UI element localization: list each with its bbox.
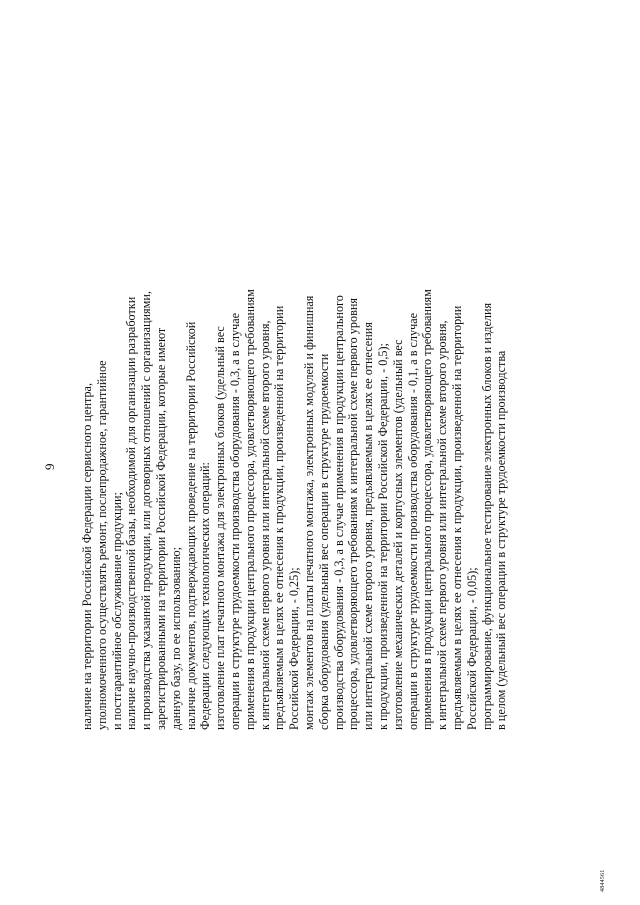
- page-number: 9: [42, 463, 57, 470]
- text-line: применения в продукции центрального процессора, удовлетворяющего требованиям: [420, 289, 435, 730]
- text-line: предъявляемым в целях ее отнесения к продукции, произведенной на территории: [272, 305, 287, 730]
- text-line: Российской Федерации, - 0,05);: [464, 567, 479, 730]
- text-line: применения в продукции центрального процессора, удовлетворяющего требованиям: [242, 289, 257, 730]
- text-line: операции в структуре трудоемкости производства оборудования - 0,3, а в случае: [227, 312, 242, 730]
- text-line: сборка оборудования (удельный вес операции в структуре трудоемкости: [316, 353, 331, 730]
- text-line: предъявляемым в целях ее отнесения к продукции, произведенной на территории: [449, 305, 464, 730]
- text-line: Федерации следующих технологических операций:: [198, 462, 213, 730]
- text-line: к интегральной схеме первого уровня или интегральной схеме второго уровня,: [435, 320, 450, 730]
- text-line: данную базу, по ее использованию;: [168, 547, 183, 730]
- text-line: изготовление плат печатного монтажа для электронных блоков (удельный вес: [213, 326, 228, 730]
- text-line: наличие научно-производственной базы, необходимой для организации разработки: [124, 296, 139, 730]
- document-text: [80, 10, 509, 730]
- text-line: или интегральной схеме второго уровня, предъявляемым в целях ее отнесения: [361, 322, 376, 730]
- text-line: наличие на территории Российской Федерации сервисного центра,: [80, 382, 94, 730]
- text-line: производства оборудования - 0,3, а в случае применения в продукции центрального: [331, 295, 346, 730]
- text-line: программирование, функциональное тестирование электронных блоков и изделия: [479, 302, 494, 730]
- text-line: процессора, удовлетворяющего требованиям к интегральной схеме первого уровня: [346, 298, 361, 730]
- text-line: операции в структуре трудоемкости производства оборудования - 0,1, а в случае: [405, 312, 420, 730]
- text-line: монтаж элементов на платы печатного монтажа, электронных модулей и финишная: [301, 295, 316, 730]
- text-line: и производства указанной продукции, или договорных отношений с организациями,: [139, 291, 154, 730]
- text-line: изготовление механических деталей и корпусных элементов (удельный вес: [390, 339, 405, 730]
- text-line: Российской Федерации, - 0,25);: [287, 567, 302, 730]
- text-line: к продукции, произведенной на территории Российской Федерации, - 0,5);: [375, 343, 390, 730]
- text-line: наличие документов, подтверждающих проведение на территории Российской: [183, 321, 198, 730]
- text-line: зарегистрированными на территории Российской Федерации, которые имеют: [153, 327, 168, 730]
- text-line: к интегральной схеме первого уровня или интегральной схеме второго уровня,: [257, 320, 272, 730]
- text-line: и постгарантийное обслуживание продукции;: [109, 492, 124, 730]
- text-line: в целом (удельный вес операции в структуре трудоемкости производства: [494, 350, 509, 730]
- text-line: уполномоченного осуществлять ремонт, послепродажное, гарантийное: [94, 360, 109, 730]
- document-code: 4844561: [600, 869, 606, 892]
